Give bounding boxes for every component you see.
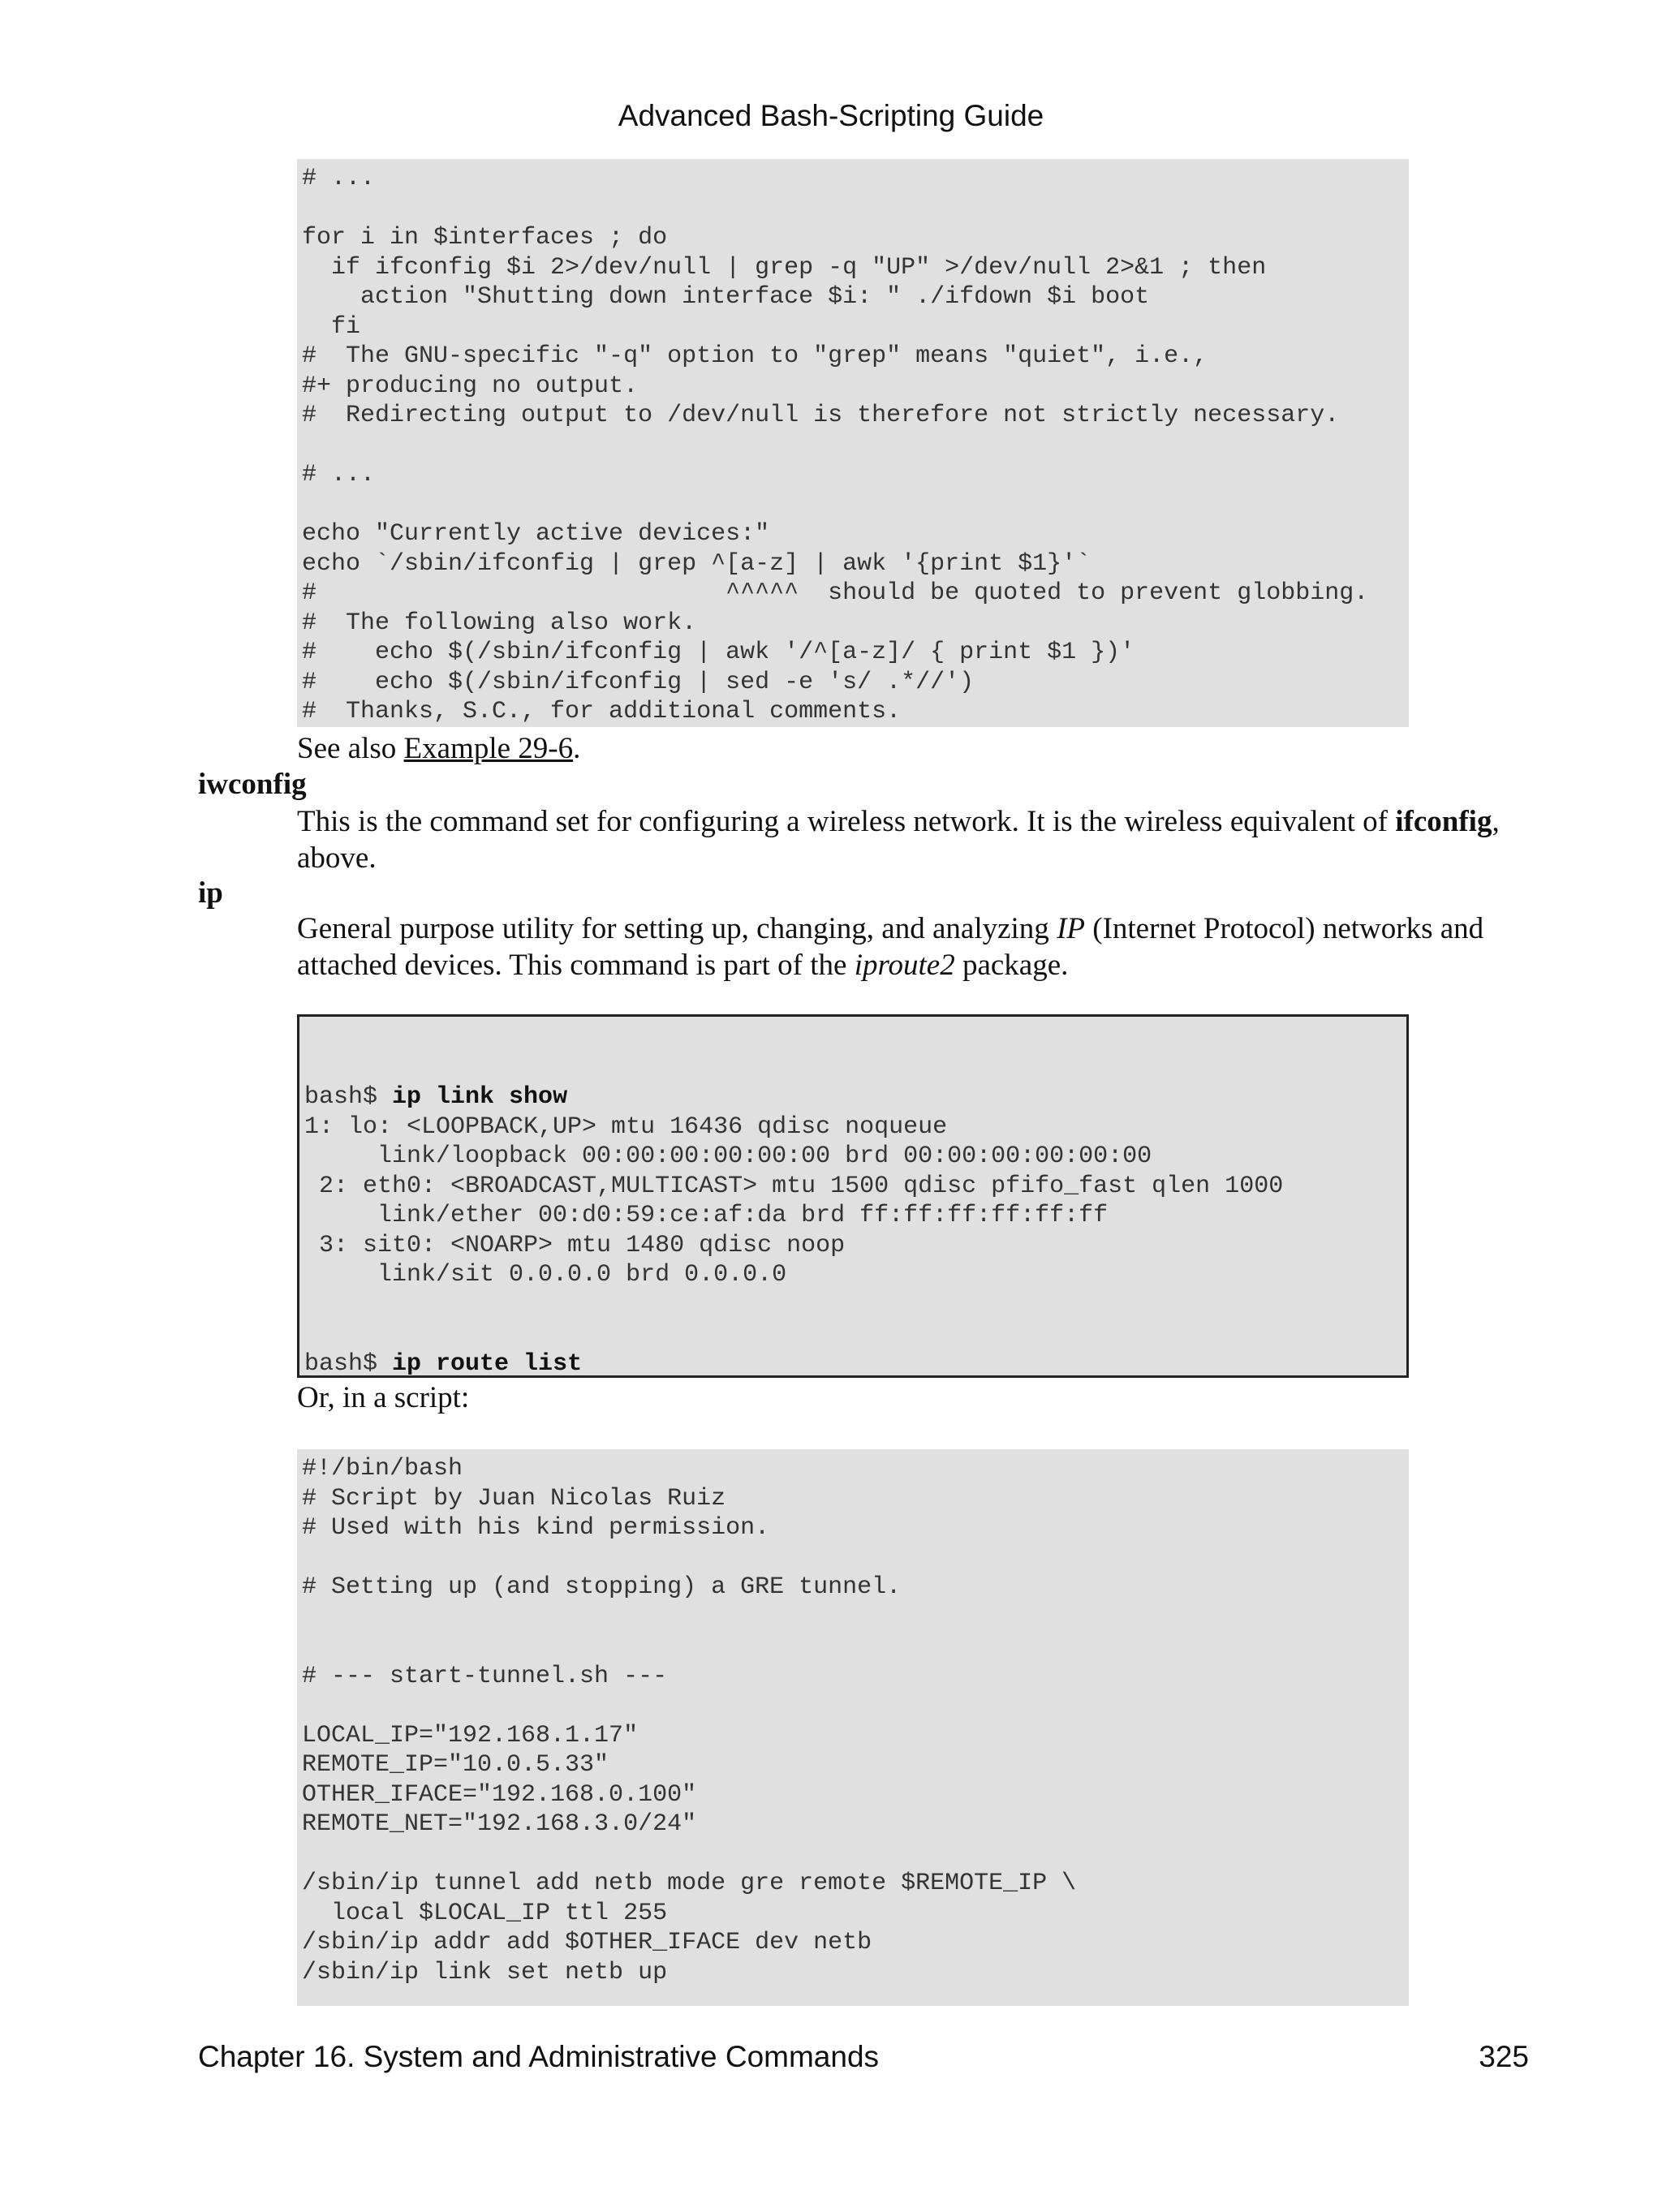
terminal-output-line: 1: lo: <LOOPBACK,UP> mtu 16436 qdisc noqueue [304, 1112, 948, 1141]
command-ip-link-show: ip link show [392, 1083, 568, 1111]
code-line: OTHER_IFACE="192.168.0.100" [302, 1780, 697, 1809]
terminal-prompt-line-2 [304, 1349, 1406, 1379]
code-block-ifconfig-script [297, 159, 1409, 727]
code-line: # The following also work. [302, 609, 697, 637]
footer-chapter: Chapter 16. System and Administrative Commands [198, 2040, 880, 2073]
code-line: # echo $(/sbin/ifconfig | awk '/^[a-z]/ { print $1 })' [302, 639, 1135, 666]
code-line: echo "Currently active devices:" [302, 520, 770, 548]
ip-acronym: IP [1057, 912, 1085, 945]
footer-page-number: 325 [1479, 2040, 1529, 2073]
code-line: # Used with his kind permission. [302, 1514, 770, 1542]
iwconfig-desc-text: This is the command set for configuring a wireless network. It is the wireless equivalent of [297, 805, 1396, 838]
code-line: fi [302, 312, 361, 341]
iwconfig-desc-comma: , [1492, 805, 1500, 838]
ip-desc-text-2: (Internet Protocol) networks and [1085, 912, 1484, 945]
term-ip: ip [198, 876, 223, 910]
code-line: # Thanks, S.C., for additional comments. [302, 698, 902, 725]
code-line: action "Shutting down interface $i: " ./ifdown $i boot [302, 283, 1150, 311]
prompt: bash$ [304, 1083, 393, 1111]
code-line [302, 1603, 1409, 1633]
code-line [302, 1840, 1409, 1870]
code-line [302, 1632, 1409, 1662]
iwconfig-description [297, 803, 1531, 876]
code-line: # Setting up (and stopping) a GRE tunnel. [302, 1573, 902, 1601]
code-line: #!/bin/bash [302, 1455, 463, 1483]
code-line: #+ producing no output. [302, 372, 639, 400]
code-line: REMOTE_NET="192.168.3.0/24" [302, 1810, 697, 1838]
code-line: # ^^^^^ should be quoted to prevent globbing. [302, 579, 1369, 607]
code-line: REMOTE_IP="10.0.5.33" [302, 1751, 609, 1779]
code-line: /sbin/ip link set netb up [302, 1958, 668, 1986]
code-line: # The GNU-specific "-q" option to "grep" means "quiet", i.e., [302, 342, 1208, 370]
code-line [302, 194, 1409, 224]
code-line: if ifconfig $i 2>/dev/null | grep -q "UP" >/dev/null 2>&1 ; then [302, 253, 1267, 282]
code-block-gre-tunnel-script [297, 1449, 1409, 2006]
terminal-prompt-line-1 [304, 1082, 1406, 1112]
ip-desc-text-4: package. [954, 949, 1069, 982]
terminal-output-line: 3: sit0: <NOARP> mtu 1480 qdisc noop [304, 1231, 846, 1259]
ip-desc-text-3: attached devices. This command is part of the [297, 949, 855, 982]
command-ip-route-list: ip route list [392, 1349, 583, 1378]
code-line: # --- start-tunnel.sh --- [302, 1662, 668, 1690]
term-iwconfig: iwconfig [198, 768, 307, 801]
iproute2-package: iproute2 [854, 949, 955, 982]
code-line: LOCAL_IP="192.168.1.17" [302, 1721, 639, 1749]
see-also-suffix: . [573, 732, 581, 765]
ip-description [297, 910, 1531, 983]
code-line: local $LOCAL_IP ttl 255 [302, 1899, 668, 1927]
terminal-ip-example [297, 1014, 1409, 1378]
code-line: for i in $interfaces ; do [302, 224, 668, 252]
code-line: # Redirecting output to /dev/null is therefore not strictly necessary. [302, 402, 1340, 429]
code-line: # Script by Juan Nicolas Ruiz [302, 1484, 726, 1513]
prompt: bash$ [304, 1349, 393, 1378]
terminal-output-line: link/ether 00:d0:59:ce:af:da brd ff:ff:ff:ff:ff:ff [304, 1202, 1109, 1229]
see-also-prefix: See also [297, 732, 404, 765]
page-header: Advanced Bash-Scripting Guide [618, 99, 1044, 132]
ip-desc-text-1: General purpose utility for setting up, changing, and analyzing [297, 912, 1057, 945]
code-line: # echo $(/sbin/ifconfig | sed -e 's/ .*//') [302, 668, 975, 696]
terminal-output-line: link/loopback 00:00:00:00:00:00 brd 00:00:00:00:00:00 [304, 1143, 1152, 1170]
code-line: # ... [302, 165, 376, 192]
see-also-line [297, 730, 580, 767]
code-line: /sbin/ip tunnel add netb mode gre remote $REMOTE_IP \ [302, 1870, 1077, 1897]
or-in-a-script: Or, in a script: [297, 1381, 470, 1414]
example-29-6-link[interactable]: Example 29-6 [403, 732, 574, 765]
code-line [302, 431, 1409, 461]
code-line: # ... [302, 461, 376, 488]
code-line: echo `/sbin/ifconfig | grep ^[a-z] | awk '{print $1}'` [302, 549, 1091, 578]
code-line: /sbin/ip addr add $OTHER_IFACE dev netb [302, 1929, 872, 1956]
iwconfig-desc-above: above. [297, 841, 377, 875]
ifconfig-ref: ifconfig [1395, 805, 1492, 838]
terminal-output-line: 2: eth0: <BROADCAST,MULTICAST> mtu 1500 qdisc pfifo_fast qlen 1000 [304, 1172, 1284, 1200]
code-line [302, 490, 1409, 520]
terminal-output-line: link/sit 0.0.0.0 brd 0.0.0.0 [304, 1261, 787, 1289]
code-line [302, 1691, 1409, 1721]
code-line [302, 1543, 1409, 1573]
